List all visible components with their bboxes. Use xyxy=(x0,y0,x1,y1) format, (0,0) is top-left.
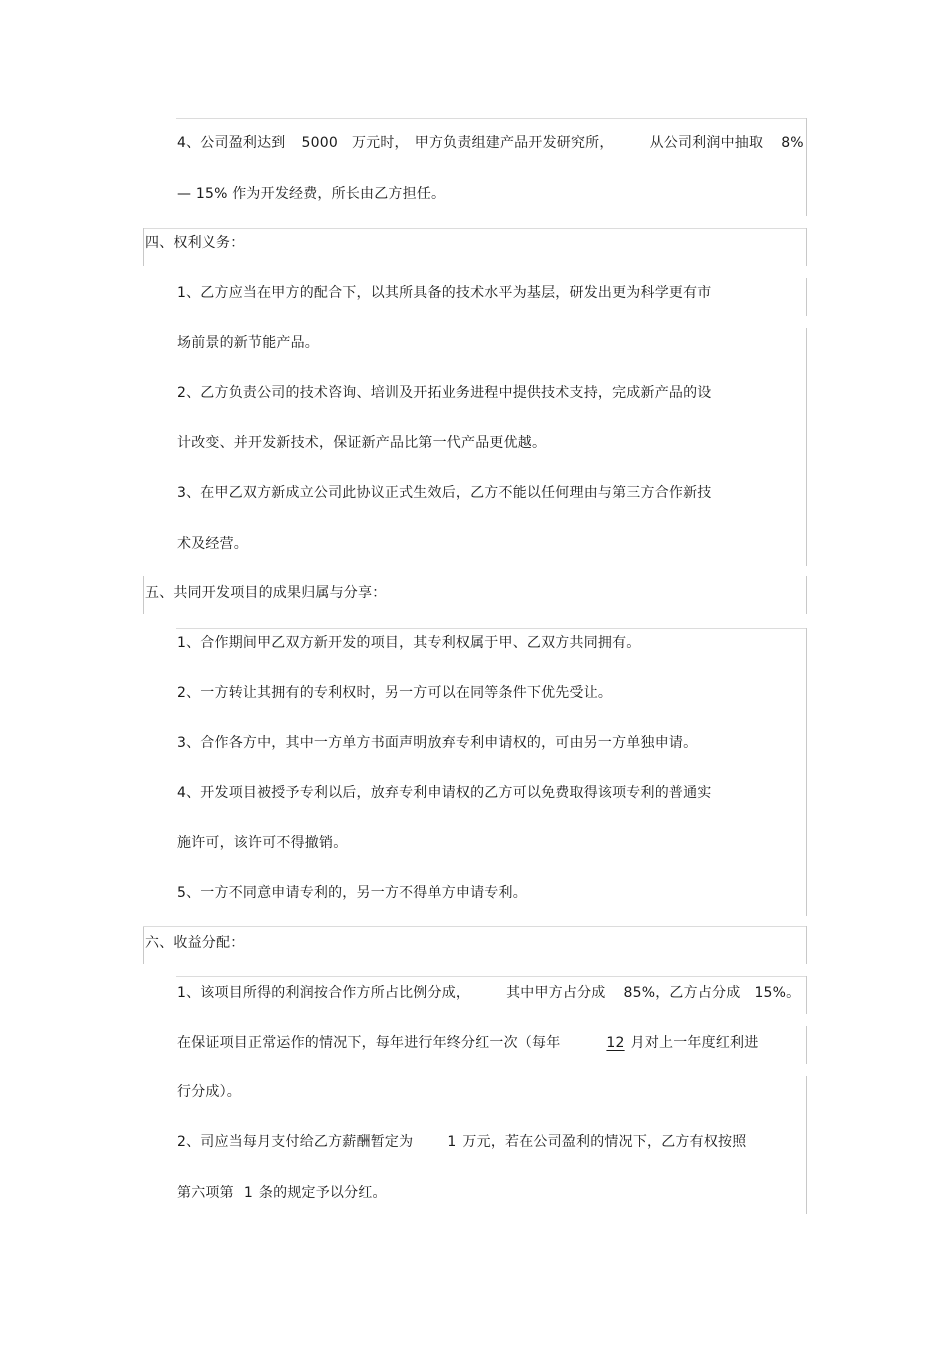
scan-rule xyxy=(806,328,807,566)
scan-rule xyxy=(143,228,144,266)
section-heading-4: 四、权利义务： xyxy=(145,235,245,251)
clause-5-4-line-1: 4、开发项目被授予专利以后，放弃专利申请权的乙方可以免费取得该项专利的普通实 xyxy=(177,785,712,801)
clause-5-5: 5、一方不同意申请专利的，另一方不得单方申请专利。 xyxy=(177,885,527,901)
clause-4-1-line-2: 场前景的新节能产品。 xyxy=(177,335,319,351)
clause-text: 万元时， xyxy=(351,135,409,151)
clause-text: 万元，若在公司盈利的情况下，乙方有权按照 xyxy=(462,1134,747,1150)
clause-text: 月对上一年度红利进 xyxy=(630,1035,759,1051)
clause-5-1: 1、合作期间甲乙双方新开发的项目，其专利权属于甲、乙双方共同拥有。 xyxy=(177,635,641,651)
scan-rule xyxy=(806,576,807,614)
clause-4-1-line-1: 1、乙方应当在甲方的配合下，以其所具备的技术水平为基层，研发出更为科学更有市 xyxy=(177,285,712,301)
clause-6-1-line-3: 行分成）。 xyxy=(177,1084,241,1100)
clause-4-3-line-1: 3、在甲乙双方新成立公司此协议正式生效后，乙方不能以任何理由与第三方合作新技 xyxy=(177,485,712,501)
clause-text: 第六项第 xyxy=(177,1185,234,1201)
clause-text: 4、公司盈利达到 xyxy=(177,135,286,151)
clause-3-4-line-1 xyxy=(177,133,804,153)
clause-text: 。 xyxy=(786,985,801,1001)
scan-rule xyxy=(806,278,807,316)
clause-6-1-line-1 xyxy=(177,983,800,1003)
clause-text: 1、该项目所得的利润按合作方所占比例分成， xyxy=(177,985,471,1001)
scan-rule xyxy=(806,1076,807,1214)
section-heading-6: 六、收益分配： xyxy=(145,935,245,951)
section-heading-5: 五、共同开发项目的成果归属与分享： xyxy=(145,585,387,601)
clause-text: ，乙方占分成 xyxy=(655,985,741,1001)
clause-text: 条的规定予以分红。 xyxy=(258,1185,387,1201)
scan-rule xyxy=(143,926,144,964)
month-value: 12 xyxy=(606,1035,625,1051)
clause-text: 甲方负责组建产品开发研究所， xyxy=(414,135,614,151)
percent-value: 15% xyxy=(754,985,787,1001)
clause-5-2: 2、一方转让其拥有的专利权时，另一方可以在同等条件下优先受让。 xyxy=(177,685,613,701)
clause-3-4-line-2: — 15% 作为开发经费，所长由乙方担任。 xyxy=(177,186,446,202)
scan-rule xyxy=(143,576,144,614)
clause-6-2-line-1 xyxy=(177,1132,746,1152)
amount-value: 1 xyxy=(447,1134,457,1150)
clause-6-1-line-2 xyxy=(177,1033,758,1053)
amount-value: 5000 xyxy=(301,135,338,151)
scan-rule xyxy=(806,926,807,964)
percent-value: 8% xyxy=(781,135,804,151)
clause-text: 在保证项目正常运作的情况下，每年进行年终分红一次（每年 xyxy=(177,1035,561,1051)
clause-5-4-line-2: 施许可，该许可不得撤销。 xyxy=(177,835,348,851)
clause-4-2-line-2: 计改变、并开发新技术，保证新产品比第一代产品更优越。 xyxy=(177,435,547,451)
scan-rule xyxy=(176,118,806,119)
clause-text: 2、司应当每月支付给乙方薪酬暂定为 xyxy=(177,1134,414,1150)
clause-5-3: 3、合作各方中，其中一方单方书面声明放弃专利申请权的，可由另一方单独申请。 xyxy=(177,735,698,751)
scan-rule xyxy=(176,628,806,629)
clause-text: 其中甲方占分成 xyxy=(506,985,606,1001)
clause-4-2-line-1: 2、乙方负责公司的技术咨询、培训及开拓业务进程中提供技术支持，完成新产品的设 xyxy=(177,385,712,401)
percent-value: 85% xyxy=(623,985,656,1001)
clause-6-2-line-2 xyxy=(177,1183,387,1203)
scan-rule xyxy=(143,926,806,927)
clause-text: 从公司利润中抽取 xyxy=(649,135,764,151)
scan-rule xyxy=(806,976,807,1014)
clause-4-3-line-2: 术及经营。 xyxy=(177,536,248,552)
scan-rule xyxy=(806,628,807,916)
scan-rule xyxy=(806,228,807,266)
item-number: 1 xyxy=(243,1185,253,1201)
scan-rule xyxy=(806,118,807,216)
scan-rule xyxy=(806,1026,807,1064)
scan-rule xyxy=(143,228,806,229)
scan-rule xyxy=(176,976,806,977)
